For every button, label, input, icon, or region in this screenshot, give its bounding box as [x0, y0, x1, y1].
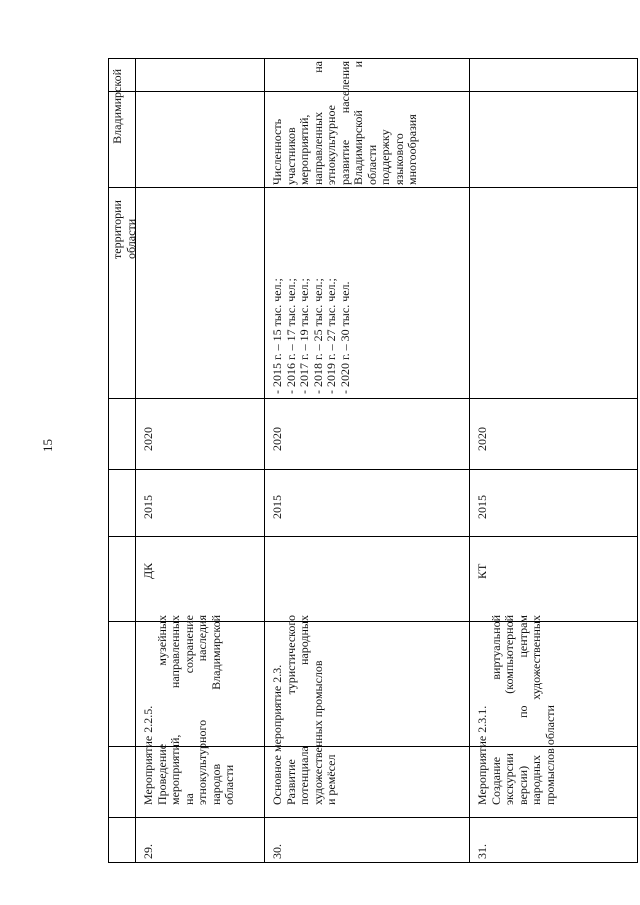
event-line: этнокультурного наследия: [195, 615, 209, 805]
event-line: народных художественных: [529, 615, 543, 805]
indicator-value: - 2016 г. – 17 тыс. чел.;: [283, 278, 298, 394]
indicator-line: поддержку: [378, 129, 392, 185]
event-line: Мероприятие 2.3.1.: [475, 705, 489, 805]
indicator-value: - 2017 г. – 19 тыс. чел.;: [297, 278, 311, 394]
event-line: и ремёсел: [324, 754, 338, 805]
event-line: Проведение музейных: [154, 615, 169, 805]
event-line: художественных промыслов: [310, 660, 325, 805]
indicator-line: Владимирской и: [351, 61, 365, 185]
row-number: 31.: [475, 844, 489, 859]
event-line: на сохранение: [181, 615, 196, 805]
start-year-cell: 2015: [270, 495, 284, 519]
event-line: Основное мероприятие 2.3.: [270, 664, 284, 805]
indicator-cell: [271, 61, 420, 185]
event-line: экскурсии (компьютерной: [502, 615, 516, 805]
event-cell: [271, 615, 339, 805]
event-cell: [476, 615, 557, 805]
indicator-line: развитие населения: [337, 61, 352, 185]
event-line: Мероприятие 2.2.5.: [141, 705, 155, 805]
start-year-cell: 2015: [141, 495, 155, 519]
row-number: 30.: [270, 844, 284, 859]
event-line: Развитие туристического: [283, 615, 298, 805]
event-line: версии) по центрам: [515, 615, 530, 805]
indicator-value: - 2020 г. – 30 тыс. чел.: [337, 281, 352, 394]
indicator-line: мероприятий,: [297, 114, 311, 185]
program-table: [108, 58, 638, 863]
column-divider: [109, 398, 637, 399]
event-line: мероприятий, направленных: [168, 615, 182, 805]
event-line: промыслов области: [542, 705, 557, 805]
start-year-cell: 2015: [475, 495, 489, 519]
executor-cell: КТ: [475, 563, 489, 579]
event-line: области: [222, 764, 236, 805]
event-cell: [142, 615, 237, 805]
event-line: области: [123, 218, 138, 259]
column-divider: [109, 469, 637, 470]
indicator-line: многообразия: [405, 114, 419, 185]
column-divider: [109, 187, 637, 188]
column-divider: [109, 536, 637, 537]
event-line: народов Владимирской: [208, 615, 223, 805]
end-year-cell: 2020: [141, 427, 155, 451]
indicator-line: Численность: [270, 118, 284, 185]
event-cell-continued: [111, 69, 138, 259]
page-number: 15: [40, 439, 55, 452]
indicator-value: - 2018 г. – 25 тыс. чел.;: [310, 278, 325, 394]
row-divider: [469, 59, 470, 862]
row-divider: [264, 59, 265, 862]
indicator-line: направленных на: [310, 61, 325, 185]
event-line: территории Владимирской: [110, 69, 124, 259]
indicator-value: - 2019 г. – 27 тыс. чел.;: [324, 278, 338, 394]
indicator-line: участников: [283, 127, 298, 185]
event-line: потенциала народных: [297, 615, 311, 805]
indicator-line: области: [364, 144, 379, 185]
indicator-line: языкового: [391, 133, 406, 185]
event-line: Создание виртуальной: [488, 615, 503, 805]
indicator-line: этнокультурное: [324, 105, 338, 185]
indicator-value: - 2015 г. – 15 тыс. чел.;: [270, 278, 284, 394]
end-year-cell: 2020: [475, 427, 489, 451]
executor-cell: ДК: [141, 562, 155, 579]
indicator-values-cell: [271, 189, 352, 394]
column-divider: [109, 817, 637, 818]
end-year-cell: 2020: [270, 427, 284, 451]
row-number: 29.: [141, 844, 155, 859]
